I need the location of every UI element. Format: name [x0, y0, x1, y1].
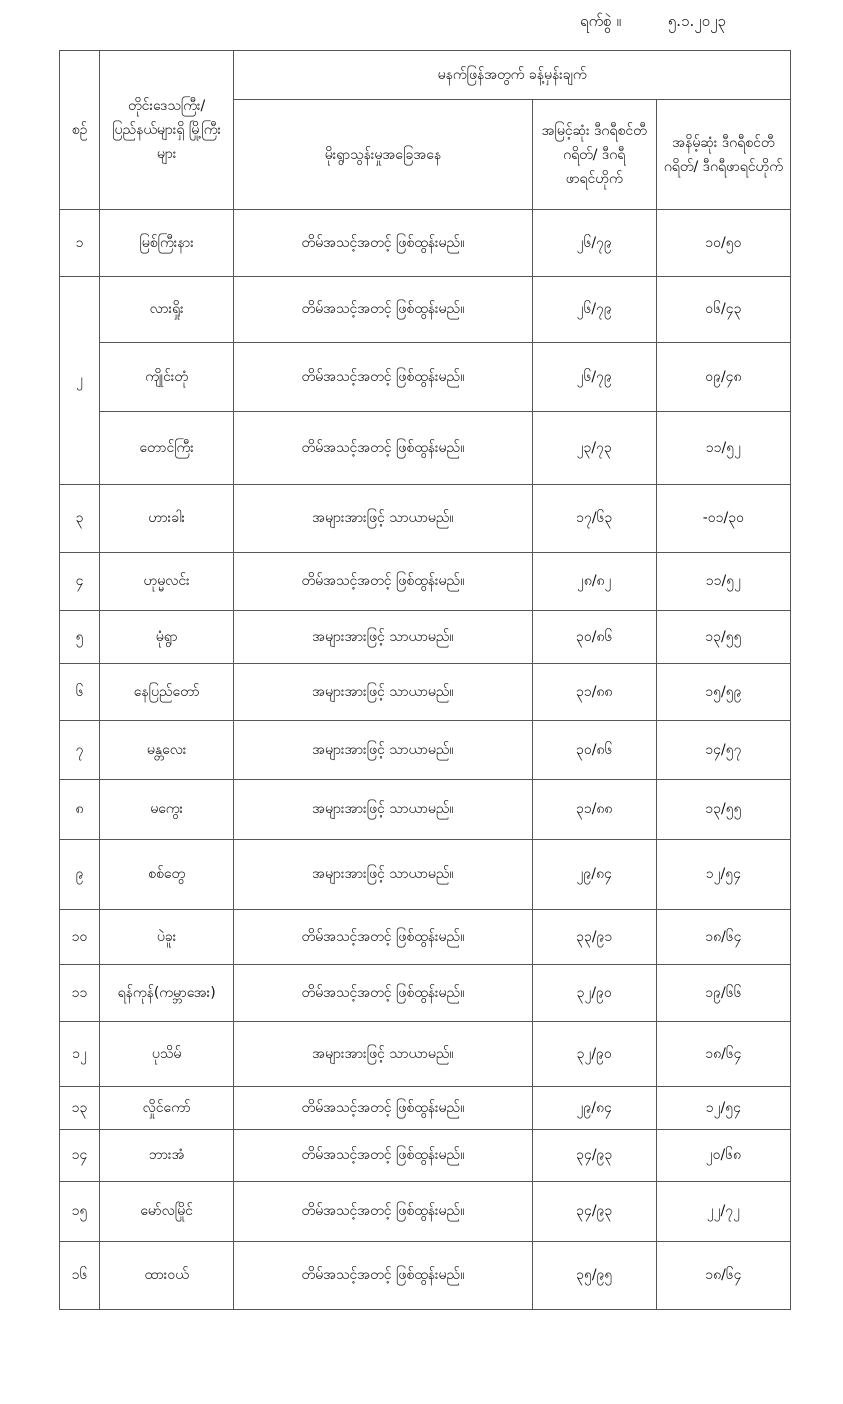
row-max-temp: ၃၃/၉၁ [532, 910, 656, 965]
row-city: ကျိုင်းတုံ [100, 343, 234, 412]
row-min-temp: ၁၂/၅၄ [656, 1087, 790, 1130]
row-min-temp: ၀၉/၄၈ [656, 343, 790, 412]
row-min-temp: ၁၁/၅၂ [656, 553, 790, 611]
row-no: ၆ [60, 664, 100, 721]
table-row [60, 840, 791, 910]
row-max-temp: ၃၁/၈၈ [532, 664, 656, 721]
row-condition: တိမ်အသင့်အတင့် ဖြစ်ထွန်းမည်။ [234, 412, 532, 485]
row-condition: အများအားဖြင့် သာယာမည်။ [234, 780, 532, 840]
table-row [60, 780, 791, 840]
row-max-temp: ၂၆/၇၉ [532, 277, 656, 343]
row-no: ၁ [60, 210, 100, 277]
header-row [60, 51, 791, 100]
row-city: တောင်ကြီး [100, 412, 234, 485]
row-condition: အများအားဖြင့် သာယာမည်။ [234, 1022, 532, 1087]
table-row [60, 1130, 791, 1182]
row-city: ဘားအံ [100, 1130, 234, 1182]
row-condition: အများအားဖြင့် သာယာမည်။ [234, 611, 532, 664]
row-max-temp: ၂၃/၇၃ [532, 412, 656, 485]
row-min-temp: ၁၁/၅၂ [656, 412, 790, 485]
row-city: မော်လမြိုင် [100, 1182, 234, 1242]
row-no: ၈ [60, 780, 100, 840]
table-row [60, 485, 791, 553]
row-condition: အများအားဖြင့် သာယာမည်။ [234, 721, 532, 780]
table-row [60, 664, 791, 721]
row-no: ၄ [60, 553, 100, 611]
row-no: ၉ [60, 840, 100, 910]
header-no: စဉ် [60, 51, 100, 210]
row-condition: တိမ်အသင့်အတင့် ဖြစ်ထွန်းမည်။ [234, 965, 532, 1022]
row-min-temp: ၁၈/၆၄ [656, 1022, 790, 1087]
row-condition: တိမ်အသင့်အတင့် ဖြစ်ထွန်းမည်။ [234, 343, 532, 412]
row-min-temp: ၁၈/၆၄ [656, 1242, 790, 1310]
row-no: ၇ [60, 721, 100, 780]
table-row [60, 412, 791, 485]
row-condition: တိမ်အသင့်အတင့် ဖြစ်ထွန်းမည်။ [234, 1182, 532, 1242]
row-min-temp: ၁၃/၅၅ [656, 780, 790, 840]
row-condition: တိမ်အသင့်အတင့် ဖြစ်ထွန်းမည်။ [234, 553, 532, 611]
row-condition: တိမ်အသင့်အတင့် ဖြစ်ထွန်းမည်။ [234, 277, 532, 343]
row-min-temp: ၂၂/၇၂ [656, 1182, 790, 1242]
row-condition: အများအားဖြင့် သာယာမည်။ [234, 485, 532, 553]
row-max-temp: ၂၈/၈၂ [532, 553, 656, 611]
row-condition: တိမ်အသင့်အတင့် ဖြစ်ထွန်းမည်။ [234, 1242, 532, 1310]
row-min-temp: ၁၀/၅၀ [656, 210, 790, 277]
row-max-temp: ၃၄/၉၃ [532, 1182, 656, 1242]
row-condition: တိမ်အသင့်အတင့် ဖြစ်ထွန်းမည်။ [234, 910, 532, 965]
row-no: ၂ [60, 277, 100, 485]
row-city: ပုသိမ် [100, 1022, 234, 1087]
row-no: ၃ [60, 485, 100, 553]
row-max-temp: ၂၆/၇၉ [532, 210, 656, 277]
row-max-temp: ၂၉/၈၄ [532, 1087, 656, 1130]
row-no: ၁၃ [60, 1087, 100, 1130]
table-row [60, 1182, 791, 1242]
row-city: ရန်ကုန်(ကမ္ဘာအေး) [100, 965, 234, 1022]
row-no: ၁၀ [60, 910, 100, 965]
table-row [60, 910, 791, 965]
table-row [60, 611, 791, 664]
row-min-temp: ၁၉/၆၆ [656, 965, 790, 1022]
table-row [60, 1022, 791, 1087]
row-city: လားရှိုး [100, 277, 234, 343]
row-city: မုံရွာ [100, 611, 234, 664]
row-condition: အများအားဖြင့် သာယာမည်။ [234, 664, 532, 721]
row-no: ၅ [60, 611, 100, 664]
row-city: လှိုင်ကော် [100, 1087, 234, 1130]
row-no: ၁၆ [60, 1242, 100, 1310]
row-min-temp: ၁၂/၅၄ [656, 840, 790, 910]
row-no: ၁၂ [60, 1022, 100, 1087]
row-condition: တိမ်အသင့်အတင့် ဖြစ်ထွန်းမည်။ [234, 1130, 532, 1182]
row-min-temp: -၀၁/၃၀ [656, 485, 790, 553]
row-city: ဟားခါး [100, 485, 234, 553]
row-max-temp: ၂၆/၇၉ [532, 343, 656, 412]
row-condition: အများအားဖြင့် သာယာမည်။ [234, 840, 532, 910]
row-max-temp: ၁၇/၆၃ [532, 485, 656, 553]
row-max-temp: ၃၀/၈၆ [532, 611, 656, 664]
row-city: မကွေး [100, 780, 234, 840]
row-city: စစ်တွေ [100, 840, 234, 910]
row-city: ထားဝယ် [100, 1242, 234, 1310]
header-forecast-group: မနက်ဖြန်အတွက် ခန့်မှန်းချက် [234, 51, 791, 100]
row-condition: တိမ်အသင့်အတင့် ဖြစ်ထွန်းမည်။ [234, 210, 532, 277]
date-value: ၅.၁.၂၀၂၃ [667, 12, 726, 30]
header-max-temp: အမြင့်ဆုံး ဒီဂရီစင်တီဂရိတ်/ ဒီဂရီဖာရင်ဟိုက် [532, 100, 656, 210]
row-city: ဟုမ္မလင်း [100, 553, 234, 611]
table-row [60, 553, 791, 611]
header-city: တိုင်းဒေသကြီး/ ပြည်နယ်များရှိ မြို့ကြီးများ [100, 51, 234, 210]
table-row [60, 210, 791, 277]
row-min-temp: ၁၄/၅၇ [656, 721, 790, 780]
row-city: မန္တလေး [100, 721, 234, 780]
row-max-temp: ၂၉/၈၄ [532, 840, 656, 910]
table-row [60, 721, 791, 780]
row-no: ၁၅ [60, 1182, 100, 1242]
row-city: မြစ်ကြီးနား [100, 210, 234, 277]
table-row [60, 343, 791, 412]
header-condition: မိုးရွာသွန်းမှုအခြေအနေ [234, 100, 532, 210]
row-min-temp: ၁၅/၅၉ [656, 664, 790, 721]
date-line [580, 12, 726, 34]
table-row [60, 1087, 791, 1130]
row-min-temp: ၀၆/၄၃ [656, 277, 790, 343]
row-min-temp: ၁၈/၆၄ [656, 910, 790, 965]
row-city: ပဲခူး [100, 910, 234, 965]
row-max-temp: ၃၄/၉၃ [532, 1130, 656, 1182]
row-max-temp: ၃၂/၉၀ [532, 965, 656, 1022]
date-label: ရက်စွဲ ။ [580, 12, 622, 30]
row-min-temp: ၂၀/၆၈ [656, 1130, 790, 1182]
table-row [60, 965, 791, 1022]
table-row [60, 1242, 791, 1310]
row-max-temp: ၃၅/၉၅ [532, 1242, 656, 1310]
weather-forecast-table [59, 50, 791, 1310]
row-no: ၁၁ [60, 965, 100, 1022]
row-city: နေပြည်တော် [100, 664, 234, 721]
row-no: ၁၄ [60, 1130, 100, 1182]
row-max-temp: ၃၀/၈၆ [532, 721, 656, 780]
row-min-temp: ၁၃/၅၅ [656, 611, 790, 664]
table-row [60, 277, 791, 343]
row-max-temp: ၃၂/၉၀ [532, 1022, 656, 1087]
header-min-temp: အနိမ့်ဆုံး ဒီဂရီစင်တီဂရိတ်/ ဒီဂရီဖာရင်ဟိုက် [656, 100, 790, 210]
row-max-temp: ၃၁/၈၈ [532, 780, 656, 840]
row-condition: တိမ်အသင့်အတင့် ဖြစ်ထွန်းမည်။ [234, 1087, 532, 1130]
